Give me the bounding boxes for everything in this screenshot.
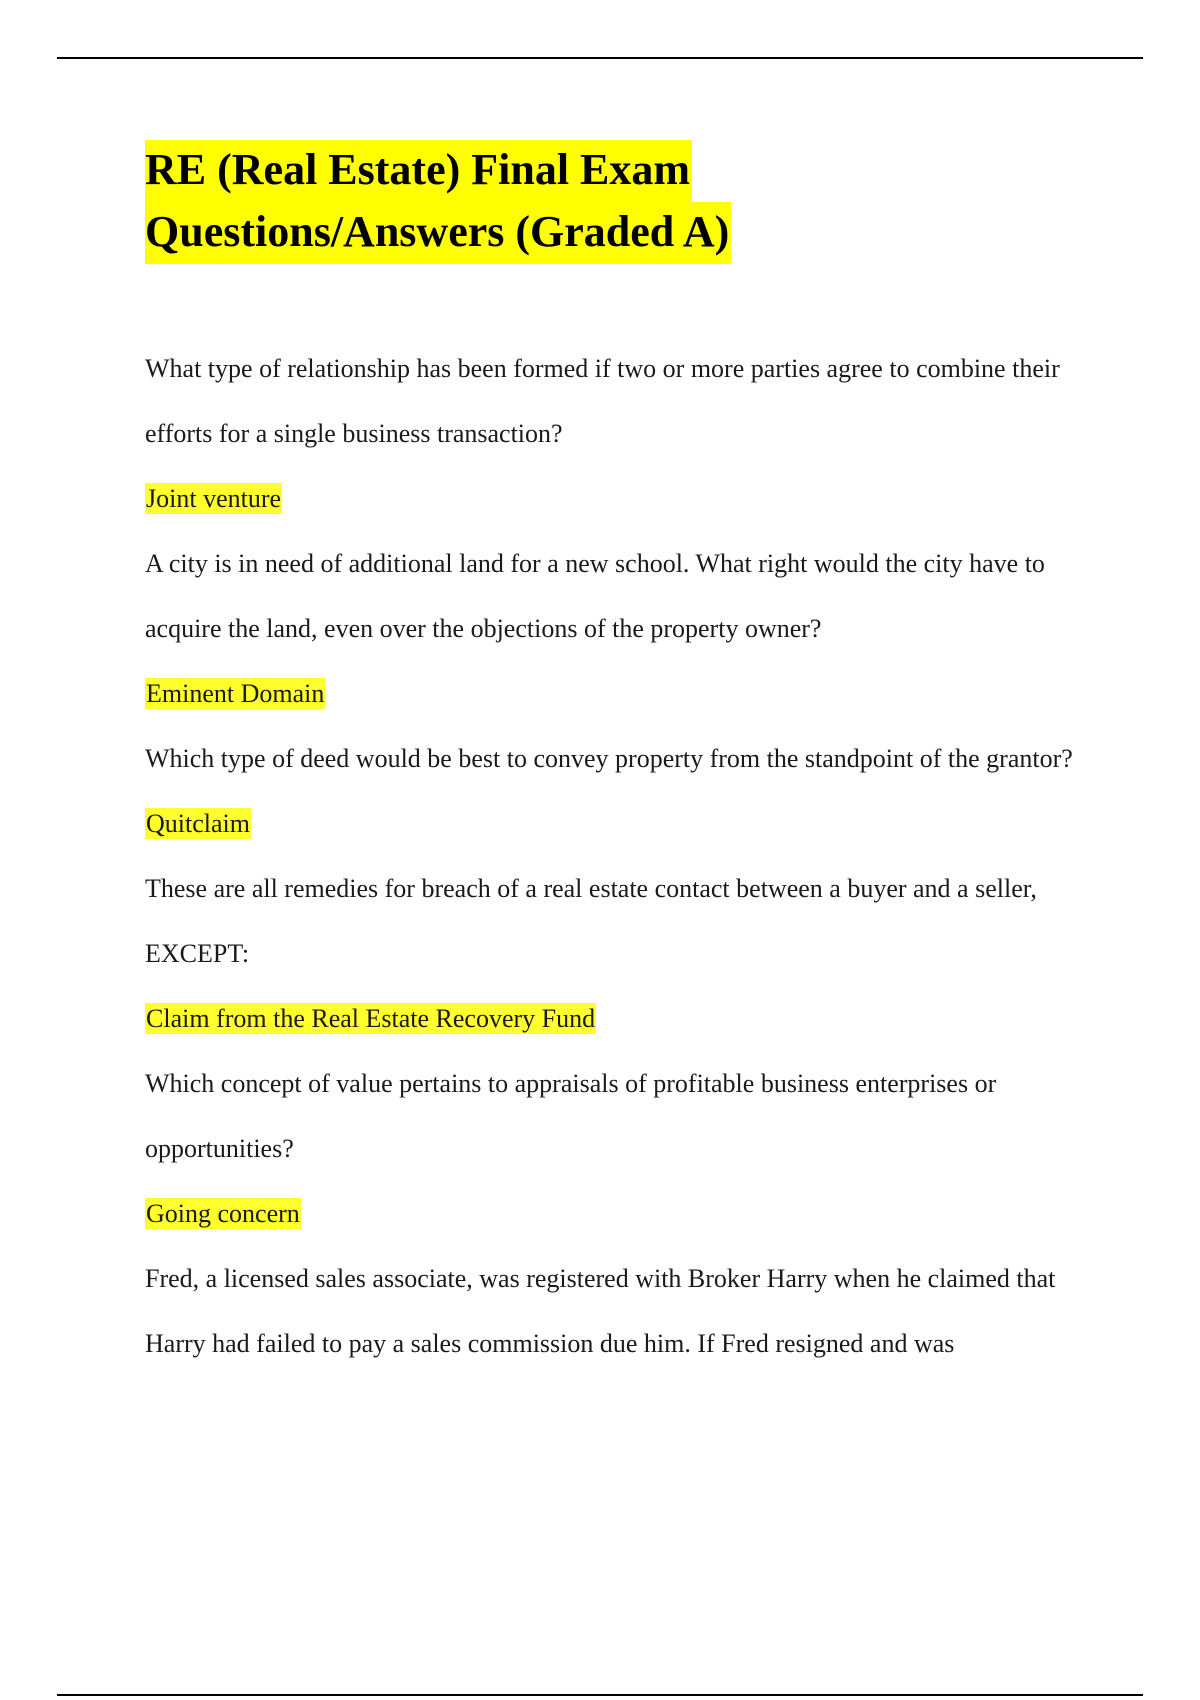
answer-2-highlight: Eminent Domain bbox=[146, 679, 325, 708]
answer-1-highlight: Joint venture bbox=[146, 484, 282, 513]
answer-1 bbox=[145, 466, 1095, 531]
answer-5-highlight: Going concern bbox=[146, 1199, 300, 1228]
answer-4 bbox=[145, 986, 1095, 1051]
question-4: These are all remedies for breach of a real estate contact between a buyer and a seller, EXCEPT: bbox=[145, 874, 1037, 968]
answer-3 bbox=[145, 791, 1095, 856]
footer-rule bbox=[57, 1694, 1143, 1696]
answer-2 bbox=[145, 661, 1095, 726]
answer-3-highlight: Quitclaim bbox=[146, 809, 250, 838]
answer-5 bbox=[145, 1181, 1095, 1246]
question-1: What type of relationship has been formed if two or more parties agree to combine their efforts for a single business transaction? bbox=[145, 354, 1060, 448]
answer-4-highlight: Claim from the Real Estate Recovery Fund bbox=[146, 1004, 596, 1033]
title-line-1: RE (Real Estate) Final Exam bbox=[145, 140, 692, 202]
document-title bbox=[145, 140, 731, 264]
header-rule bbox=[57, 57, 1143, 59]
qa-list bbox=[145, 336, 1095, 1376]
question-3: Which type of deed would be best to convey property from the standpoint of the grantor? bbox=[145, 744, 1073, 773]
question-6: Fred, a licensed sales associate, was registered with Broker Harry when he claimed that Harry had failed to pay a sales commission due him. If Fred resigned and was bbox=[145, 1264, 1056, 1358]
question-5: Which concept of value pertains to appraisals of profitable business enterprises or opportunities? bbox=[145, 1069, 997, 1163]
question-2: A city is in need of additional land for a new school. What right would the city have to acquire the land, even over the objections of the property owner? bbox=[145, 549, 1045, 643]
title-line-2: Questions/Answers (Graded A) bbox=[145, 202, 731, 264]
